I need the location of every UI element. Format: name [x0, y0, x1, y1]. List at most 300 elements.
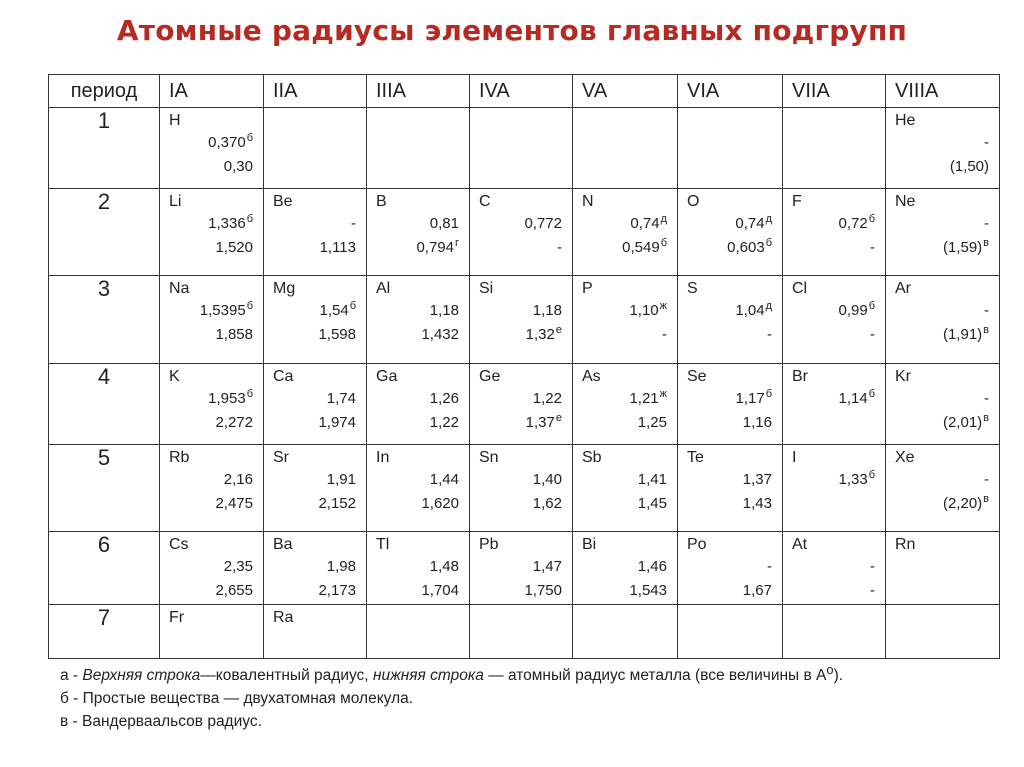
element-cell — [678, 532, 783, 605]
covalent-radius-value: 0,81 — [429, 215, 459, 232]
footnote-c: в - Вандерваальсов радиус. — [60, 713, 262, 731]
element-cell — [367, 445, 470, 532]
footnote-mark: е — [555, 324, 562, 336]
element-symbol: O — [687, 193, 700, 210]
element-symbol: Br — [792, 368, 808, 385]
element-symbol: Po — [687, 536, 707, 553]
element-cell — [160, 605, 264, 659]
element-symbol: Ga — [376, 368, 398, 385]
element-symbol: He — [895, 112, 916, 129]
metallic-radius-value: 2,272 — [215, 414, 253, 431]
covalent-radius — [792, 468, 875, 492]
covalent-radius-value: 1,26 — [429, 390, 459, 407]
element-symbol: Xe — [895, 449, 915, 466]
metallic-radius — [895, 492, 989, 516]
covalent-radius-value: - — [984, 302, 989, 319]
covalent-radius-value: 1,18 — [532, 302, 562, 319]
element-cell — [160, 276, 264, 364]
footnote-mark: б — [349, 300, 356, 312]
covalent-radius-value: - — [984, 215, 989, 232]
metallic-radius-value: 1,62 — [532, 495, 562, 512]
element-cell — [160, 364, 264, 445]
covalent-radius-value: 1,18 — [429, 302, 459, 319]
metallic-radius-value: 2,173 — [318, 582, 356, 599]
covalent-radius-value: 0,74 — [630, 215, 660, 232]
covalent-radius-value: - — [984, 390, 989, 407]
metallic-radius-value: 0,603 — [727, 239, 765, 256]
footnote-mark: б — [765, 388, 772, 400]
element-symbol: Ca — [273, 368, 294, 385]
element-cell — [264, 189, 367, 276]
element-cell — [264, 108, 367, 189]
covalent-radius-value: 0,74 — [735, 215, 765, 232]
metallic-radius — [895, 411, 989, 435]
covalent-radius — [479, 555, 562, 579]
covalent-radius — [687, 387, 772, 411]
metallic-radius-value: 1,750 — [524, 582, 562, 599]
header-group: VIIA — [783, 75, 886, 108]
element-symbol: Sn — [479, 449, 499, 466]
covalent-radius-value: 1,37 — [742, 471, 772, 488]
metallic-radius — [582, 411, 667, 435]
element-symbol: In — [376, 449, 390, 466]
metallic-radius-value: 2,655 — [215, 582, 253, 599]
covalent-radius — [273, 212, 356, 236]
header-group: IIIA — [367, 75, 470, 108]
metallic-radius-value: 1,520 — [215, 239, 253, 256]
covalent-radius — [376, 555, 459, 579]
metallic-radius-value: 1,598 — [318, 326, 356, 343]
element-cell — [678, 605, 783, 659]
covalent-radius-value: 1,98 — [326, 558, 356, 575]
metallic-radius — [582, 579, 667, 603]
covalent-radius — [582, 299, 667, 323]
element-cell — [783, 605, 886, 659]
footnote-mark: в — [983, 412, 989, 424]
element-cell — [678, 276, 783, 364]
element-symbol: I — [792, 449, 797, 466]
metallic-radius-value: 1,620 — [421, 495, 459, 512]
element-symbol: C — [479, 193, 491, 210]
covalent-radius — [169, 555, 253, 579]
covalent-radius-value: 0,72 — [838, 215, 868, 232]
element-symbol: Kr — [895, 368, 911, 385]
metallic-radius — [687, 492, 772, 516]
element-cell — [160, 532, 264, 605]
covalent-radius-value: 1,953 — [208, 390, 246, 407]
metallic-radius-value: (1,59) — [942, 239, 983, 256]
covalent-radius — [895, 212, 989, 236]
metallic-radius-value: - — [870, 582, 875, 599]
element-cell — [160, 189, 264, 276]
element-symbol: Li — [169, 193, 182, 210]
covalent-radius-value: 1,91 — [326, 471, 356, 488]
footnote-mark: ж — [659, 300, 667, 312]
metallic-radius — [273, 579, 356, 603]
element-symbol: Sr — [273, 449, 289, 466]
element-symbol: Ra — [273, 609, 294, 626]
period-cell: 5 — [49, 445, 160, 532]
metallic-radius-value: 1,37 — [525, 414, 555, 431]
element-symbol: Rb — [169, 449, 190, 466]
element-cell — [470, 532, 573, 605]
element-symbol: Ar — [895, 280, 911, 297]
element-cell — [160, 108, 264, 189]
covalent-radius — [895, 299, 989, 323]
metallic-radius — [376, 323, 459, 347]
metallic-radius — [479, 236, 562, 260]
covalent-radius — [273, 299, 356, 323]
covalent-radius-value: 1,21 — [629, 390, 659, 407]
covalent-radius-value: 1,46 — [637, 558, 667, 575]
element-cell — [470, 276, 573, 364]
covalent-radius — [273, 387, 356, 411]
element-symbol: H — [169, 112, 181, 129]
element-cell — [783, 108, 886, 189]
element-cell — [678, 445, 783, 532]
metallic-radius-value: - — [662, 326, 667, 343]
metallic-radius-value: - — [767, 326, 772, 343]
element-cell — [886, 532, 1000, 605]
covalent-radius-value: 1,47 — [532, 558, 562, 575]
element-symbol: As — [582, 368, 601, 385]
covalent-radius-value: - — [984, 471, 989, 488]
covalent-radius-value: 1,22 — [532, 390, 562, 407]
covalent-radius — [376, 212, 459, 236]
metallic-radius-value: 1,22 — [429, 414, 459, 431]
covalent-radius-value: 1,336 — [208, 215, 246, 232]
covalent-radius-value: 1,74 — [326, 390, 356, 407]
element-cell — [886, 276, 1000, 364]
element-symbol: B — [376, 193, 387, 210]
metallic-radius — [792, 579, 875, 603]
table-row — [49, 276, 1000, 364]
covalent-radius-value: 0,772 — [524, 215, 562, 232]
element-symbol: S — [687, 280, 698, 297]
metallic-radius-value: - — [870, 326, 875, 343]
element-cell — [264, 532, 367, 605]
metallic-radius — [169, 323, 253, 347]
metallic-radius-value: 1,704 — [421, 582, 459, 599]
metallic-radius-value: 2,152 — [318, 495, 356, 512]
element-cell — [367, 108, 470, 189]
element-cell — [367, 189, 470, 276]
element-cell — [783, 189, 886, 276]
metallic-radius-value: 1,432 — [421, 326, 459, 343]
metallic-radius — [479, 411, 562, 435]
metallic-radius — [169, 155, 253, 179]
covalent-radius-value: 1,33 — [838, 471, 868, 488]
element-cell — [264, 445, 367, 532]
covalent-radius — [895, 468, 989, 492]
footnote-mark: в — [983, 324, 989, 336]
metallic-radius — [687, 323, 772, 347]
footnote-mark: б — [868, 213, 875, 225]
element-cell — [470, 108, 573, 189]
period-cell: 3 — [49, 276, 160, 364]
metallic-radius-value: 0,794 — [416, 239, 454, 256]
covalent-radius — [376, 387, 459, 411]
covalent-radius — [792, 555, 875, 579]
footnote-mark: в — [983, 237, 989, 249]
covalent-radius — [169, 212, 253, 236]
element-cell — [886, 189, 1000, 276]
covalent-radius-value: 0,370 — [208, 134, 246, 151]
header-group: IVA — [470, 75, 573, 108]
metallic-radius — [687, 236, 772, 260]
footnote-b: б - Простые вещества — двухатомная молекула. — [60, 690, 414, 708]
covalent-radius-value: - — [351, 215, 356, 232]
element-cell — [886, 364, 1000, 445]
metallic-radius — [895, 236, 989, 260]
element-cell — [783, 276, 886, 364]
footnote-mark: д — [765, 213, 772, 225]
element-symbol: Mg — [273, 280, 296, 297]
element-symbol: Tl — [376, 536, 390, 553]
covalent-radius-value: 1,5395 — [199, 302, 246, 319]
covalent-radius — [479, 212, 562, 236]
covalent-radius — [582, 468, 667, 492]
metallic-radius-value: (2,20) — [942, 495, 983, 512]
element-cell — [678, 189, 783, 276]
element-cell — [470, 189, 573, 276]
covalent-radius-value: 1,44 — [429, 471, 459, 488]
metallic-radius-value: 1,113 — [319, 239, 356, 256]
element-cell — [470, 364, 573, 445]
metallic-radius — [895, 323, 989, 347]
table-row — [49, 605, 1000, 659]
metallic-radius — [169, 411, 253, 435]
footnote-mark: б — [660, 237, 667, 249]
element-cell — [264, 605, 367, 659]
covalent-radius — [273, 468, 356, 492]
footnote-mark: д — [765, 300, 772, 312]
metallic-radius-value: - — [557, 239, 562, 256]
footnote-mark: б — [246, 213, 253, 225]
metallic-radius — [169, 579, 253, 603]
footnote-mark: г — [454, 237, 459, 249]
covalent-radius-value: - — [870, 558, 875, 575]
element-symbol: Rn — [895, 536, 916, 553]
element-cell — [573, 532, 678, 605]
element-cell — [573, 189, 678, 276]
element-symbol: Ge — [479, 368, 501, 385]
element-cell — [783, 532, 886, 605]
metallic-radius-value: 1,858 — [215, 326, 253, 343]
covalent-radius — [687, 299, 772, 323]
covalent-radius-value: - — [767, 558, 772, 575]
element-symbol: Be — [273, 193, 293, 210]
element-cell — [573, 108, 678, 189]
element-cell — [783, 445, 886, 532]
element-symbol: Ne — [895, 193, 916, 210]
metallic-radius — [582, 492, 667, 516]
element-cell — [264, 276, 367, 364]
footnote-mark: е — [555, 412, 562, 424]
metallic-radius-value: 0,549 — [622, 239, 660, 256]
covalent-radius — [582, 555, 667, 579]
metallic-radius — [169, 236, 253, 260]
element-cell — [886, 108, 1000, 189]
metallic-radius-value: (2,01) — [942, 414, 983, 431]
metallic-radius-value: 1,32 — [525, 326, 555, 343]
metallic-radius — [792, 236, 875, 260]
metallic-radius-value: 0,30 — [223, 158, 253, 175]
metallic-radius-value: (1,50) — [949, 158, 989, 175]
metallic-radius — [376, 236, 459, 260]
footnote-mark: б — [868, 300, 875, 312]
metallic-radius — [687, 411, 772, 435]
atomic-radii-table — [48, 74, 1000, 659]
period-cell: 2 — [49, 189, 160, 276]
element-symbol: Sb — [582, 449, 602, 466]
element-cell — [367, 532, 470, 605]
element-cell — [573, 605, 678, 659]
element-cell — [678, 108, 783, 189]
covalent-radius-value: 1,04 — [735, 302, 765, 319]
footnote-mark: б — [868, 388, 875, 400]
covalent-radius-value: 1,10 — [629, 302, 659, 319]
footnote-mark: д — [660, 213, 667, 225]
header-group: VIA — [678, 75, 783, 108]
header-group: VA — [573, 75, 678, 108]
element-cell — [573, 445, 678, 532]
metallic-radius — [479, 492, 562, 516]
element-symbol: Pb — [479, 536, 499, 553]
element-symbol: Cs — [169, 536, 189, 553]
metallic-radius-value: (1,91) — [942, 326, 983, 343]
covalent-radius — [376, 299, 459, 323]
metallic-radius — [582, 236, 667, 260]
table-row — [49, 532, 1000, 605]
metallic-radius-value: 1,974 — [318, 414, 356, 431]
metallic-radius-value: 1,16 — [742, 414, 772, 431]
covalent-radius-value: - — [984, 134, 989, 151]
footnote-mark: б — [246, 388, 253, 400]
metallic-radius — [169, 492, 253, 516]
header-group: IA — [160, 75, 264, 108]
footnote-mark: б — [246, 300, 253, 312]
covalent-radius — [169, 468, 253, 492]
metallic-radius — [273, 492, 356, 516]
element-symbol: Na — [169, 280, 190, 297]
header-group: IIA — [264, 75, 367, 108]
element-cell — [160, 445, 264, 532]
covalent-radius — [376, 468, 459, 492]
table-row — [49, 189, 1000, 276]
metallic-radius-value: 1,25 — [637, 414, 667, 431]
metallic-radius — [687, 579, 772, 603]
footnote-mark: в — [983, 493, 989, 505]
element-cell — [573, 276, 678, 364]
footnote-mark: б — [246, 132, 253, 144]
element-symbol: P — [582, 280, 593, 297]
table-row — [49, 108, 1000, 189]
covalent-radius-value: 1,41 — [637, 471, 667, 488]
covalent-radius-value: 1,40 — [532, 471, 562, 488]
covalent-radius — [169, 131, 253, 155]
metallic-radius — [895, 155, 989, 179]
element-cell — [470, 445, 573, 532]
covalent-radius — [792, 212, 875, 236]
element-symbol: Bi — [582, 536, 597, 553]
element-cell — [783, 364, 886, 445]
covalent-radius-value: 0,99 — [838, 302, 868, 319]
page-title: Атомные радиусы элементов главных подгрупп — [116, 14, 908, 47]
metallic-radius — [273, 323, 356, 347]
element-symbol: At — [792, 536, 808, 553]
metallic-radius — [376, 492, 459, 516]
covalent-radius — [792, 299, 875, 323]
covalent-radius-value: 1,14 — [838, 390, 868, 407]
element-symbol: Si — [479, 280, 494, 297]
covalent-radius — [273, 555, 356, 579]
element-cell — [264, 364, 367, 445]
element-symbol: N — [582, 193, 594, 210]
covalent-radius — [582, 387, 667, 411]
metallic-radius-value: 2,475 — [215, 495, 253, 512]
footnote-mark: б — [868, 469, 875, 481]
covalent-radius — [895, 131, 989, 155]
metallic-radius-value: 1,43 — [742, 495, 772, 512]
period-cell: 6 — [49, 532, 160, 605]
footnote-mark: ж — [659, 388, 667, 400]
covalent-radius-value: 2,35 — [223, 558, 253, 575]
covalent-radius — [687, 555, 772, 579]
element-symbol: K — [169, 368, 180, 385]
covalent-radius-value: 1,54 — [319, 302, 349, 319]
metallic-radius-value: 1,543 — [629, 582, 667, 599]
element-cell — [886, 605, 1000, 659]
metallic-radius — [792, 323, 875, 347]
element-symbol: Cl — [792, 280, 808, 297]
metallic-radius — [273, 411, 356, 435]
metallic-radius — [376, 411, 459, 435]
element-symbol: Fr — [169, 609, 185, 626]
metallic-radius-value: - — [870, 239, 875, 256]
header-group: VIIIA — [886, 75, 1000, 108]
element-symbol: Ba — [273, 536, 293, 553]
covalent-radius — [687, 468, 772, 492]
header-row — [49, 75, 1000, 108]
element-cell — [573, 364, 678, 445]
period-cell: 7 — [49, 605, 160, 659]
element-symbol: Se — [687, 368, 707, 385]
covalent-radius — [792, 387, 875, 411]
covalent-radius-value: 2,16 — [223, 471, 253, 488]
element-cell — [367, 605, 470, 659]
metallic-radius — [479, 579, 562, 603]
element-cell — [470, 605, 573, 659]
element-cell — [678, 364, 783, 445]
period-cell: 4 — [49, 364, 160, 445]
footnotes — [60, 658, 990, 733]
metallic-radius — [273, 236, 356, 260]
covalent-radius — [895, 387, 989, 411]
covalent-radius — [479, 387, 562, 411]
header-period: период — [49, 75, 160, 108]
metallic-radius — [582, 323, 667, 347]
footnote-mark: б — [765, 237, 772, 249]
covalent-radius — [582, 212, 667, 236]
covalent-radius-value: 1,48 — [429, 558, 459, 575]
element-symbol: F — [792, 193, 802, 210]
covalent-radius — [169, 299, 253, 323]
covalent-radius — [687, 212, 772, 236]
covalent-radius — [479, 299, 562, 323]
covalent-radius — [169, 387, 253, 411]
footnote-a: а - Верхняя строка—ковалентный радиус, нижняя строка — атомный радиус металла (все величины в $A^o$). — [60, 662, 844, 685]
